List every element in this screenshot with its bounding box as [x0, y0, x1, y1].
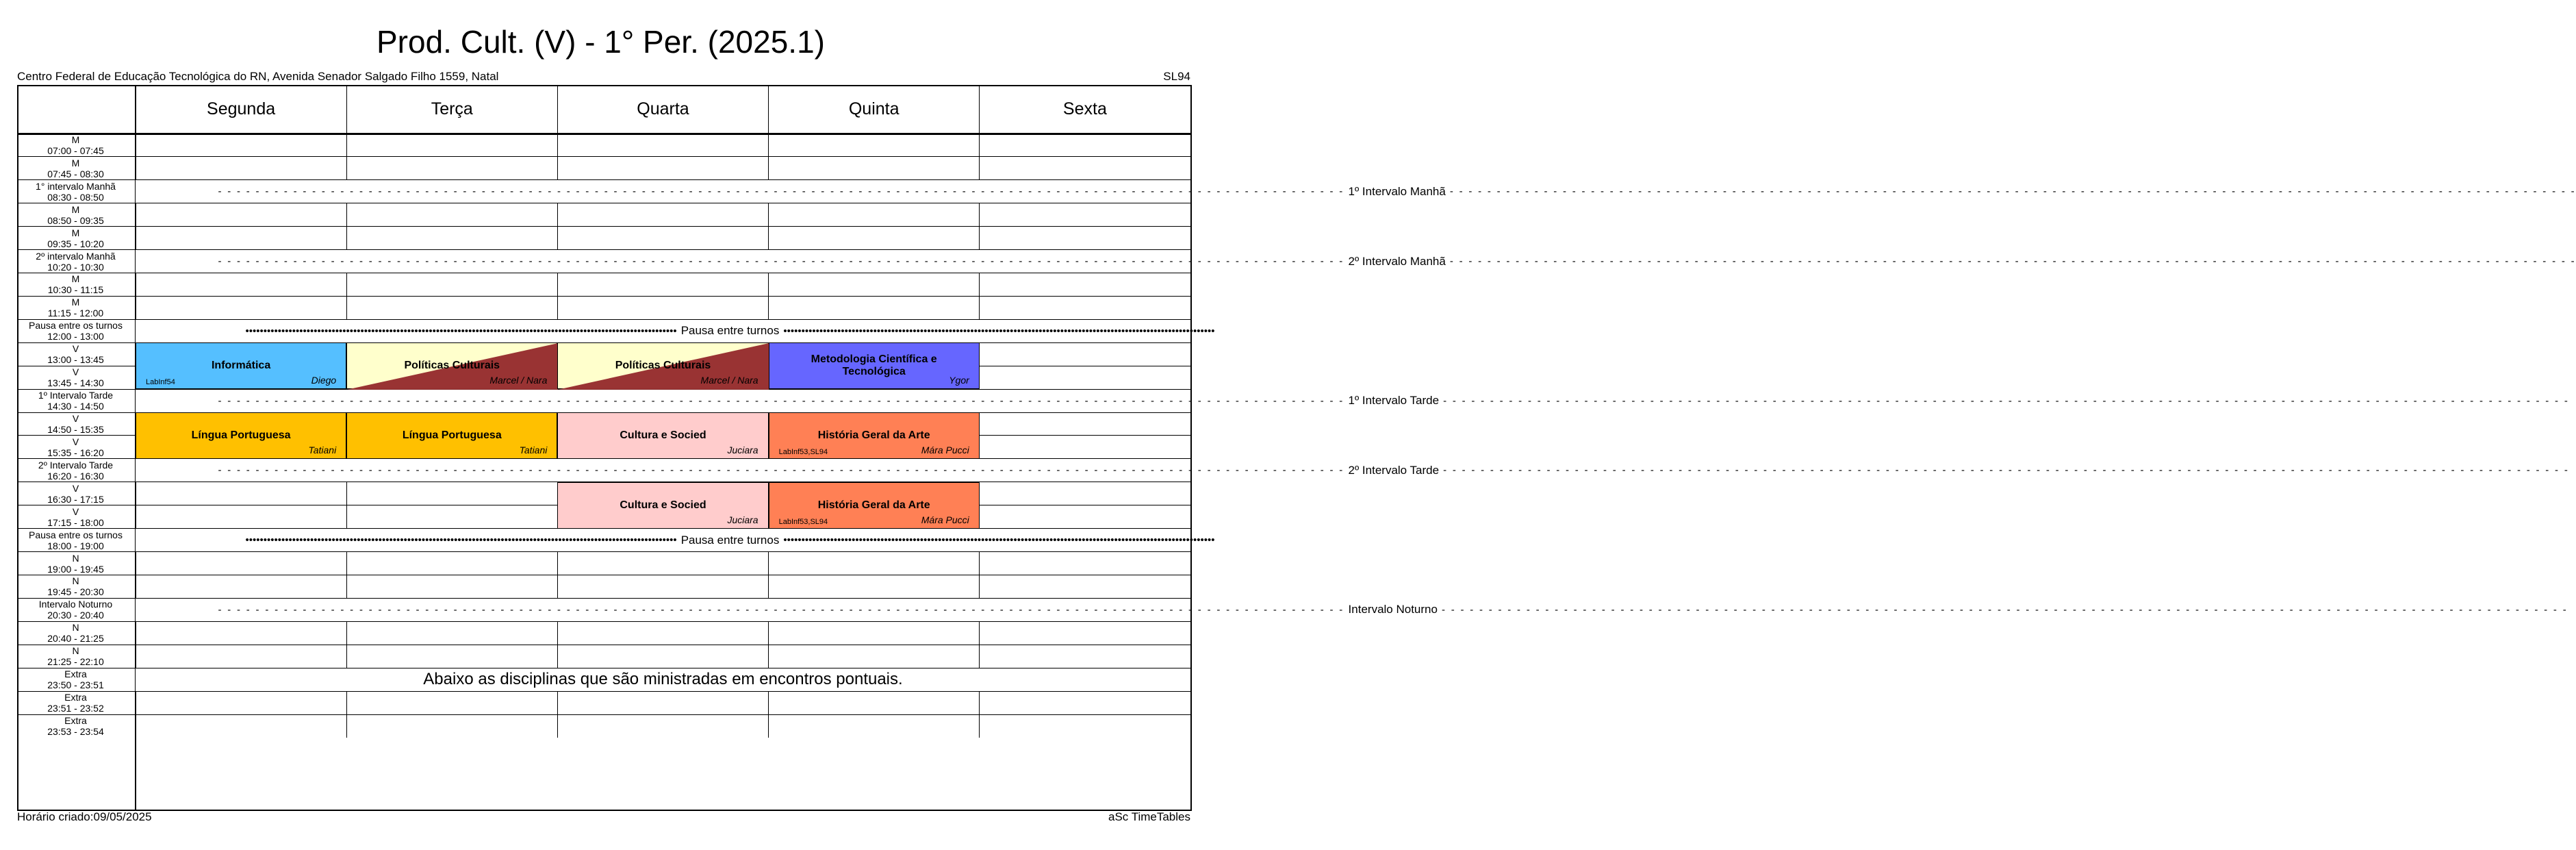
slot-name: M	[71, 203, 80, 215]
slot-time: 20:40 - 21:25	[47, 633, 104, 645]
day-divider	[979, 134, 980, 157]
lesson-card[interactable]	[136, 412, 346, 459]
slot-time: 19:00 - 19:45	[47, 563, 104, 575]
slot-label	[17, 552, 134, 575]
day-divider	[979, 85, 980, 134]
day-divider	[557, 575, 558, 598]
day-divider	[346, 645, 347, 668]
day-divider	[346, 482, 347, 505]
interval-band	[136, 390, 2570, 412]
band-line	[218, 394, 2570, 408]
lesson-subject: História Geral da Arte	[817, 429, 930, 441]
band-label: Pausa entre turnos	[680, 324, 780, 338]
slot-label	[17, 575, 134, 598]
interval-band	[136, 459, 2570, 482]
slot-time: 14:50 - 15:35	[47, 423, 104, 435]
lesson-teacher: Juciara	[727, 514, 758, 525]
lesson-card[interactable]	[346, 342, 557, 389]
slot-time: 12:00 - 13:00	[47, 331, 104, 342]
slot-label	[17, 621, 134, 645]
day-divider	[768, 691, 769, 714]
band-line	[218, 463, 2570, 477]
lesson-teacher: Marcel / Nara	[700, 375, 758, 386]
day-divider	[346, 85, 347, 134]
lesson-card[interactable]	[769, 482, 980, 529]
row-divider	[17, 551, 1192, 552]
slot-name: Extra	[64, 692, 87, 703]
day-divider	[346, 227, 347, 250]
band-fill: - - - - - - - - - - - - - - - - - - - - - - - - - - - - - - - - - - - - - - - - - - - - - - - - - - - - - - - - - - - - - - - - - - - - - - - - - - - - - - - - - - - - - - - - - - - - - - - - - - - - - - - - - - - - - - - - - - - - - - - -	[218, 603, 1344, 616]
day-header: Terça	[431, 99, 473, 118]
lesson-teacher: Marcel / Nara	[489, 375, 548, 386]
slot-time: 14:30 - 14:50	[47, 401, 104, 412]
day-divider	[346, 621, 347, 645]
band-fill: - - - - - - - - - - - - - - - - - - - - - - - - - - - - - - - - - - - - - - - - - - - - - - - - - - - - - - - - - - - - - - - - - - - - - - - - - - - - - - - - - - - - - - - - - - - - - - - - - - - - - - - - - - - - - - - - - - - - - - - -	[218, 255, 1344, 268]
lesson-card[interactable]	[557, 482, 768, 529]
slot-label	[17, 273, 134, 297]
band-fill: ••••••••••••••••••••••••••••••••••••••••••••••••••••••••••••••••••••••••••••••••••••••••••••••••••••••••••••••••••••••••	[245, 325, 677, 337]
band-fill: ••••••••••••••••••••••••••••••••••••••••••••••••••••••••••••••••••••••••••••••••••••••••••••••••••••••••••••••••••••••••	[783, 534, 1215, 547]
lesson-room: LabInf54	[146, 378, 175, 387]
day-divider	[979, 227, 980, 250]
lesson-card[interactable]	[557, 342, 768, 389]
slot-time: 15:35 - 16:20	[47, 447, 104, 458]
slot-label	[17, 436, 134, 459]
day-divider	[557, 273, 558, 297]
day-divider	[346, 134, 347, 157]
slot-label	[17, 157, 134, 180]
day-divider	[768, 203, 769, 227]
row-divider	[17, 296, 1192, 297]
day-divider	[768, 227, 769, 250]
slot-name: V	[72, 436, 79, 447]
slot-name: M	[71, 297, 80, 308]
slot-name: M	[71, 157, 80, 168]
lesson-card[interactable]	[136, 342, 346, 389]
band-fill: - - - - - - - - - - - - - - - - - - - - - - - - - - - - - - - - - - - - - - - - - - - - - - - - - - - - - - - - - - - - - - - - - - - - - - - - - - - - - - - - - - - - - - - - - - - - - - - - - - - - - - - - - - - - - - - - - - - - - - - -	[1449, 186, 2576, 198]
timetable-grid	[17, 85, 2576, 811]
band-line	[218, 603, 2568, 616]
day-divider	[346, 575, 347, 598]
day-divider	[346, 157, 347, 180]
extra-note-text: Abaixo as disciplinas que são ministradas em encontros pontuais.	[423, 670, 903, 689]
slot-name: N	[72, 622, 79, 634]
slot-label	[17, 529, 134, 552]
band-fill: - - - - - - - - - - - - - - - - - - - - - - - - - - - - - - - - - - - - - - - - - - - - - - - - - - - - - - - - - - - - - - - - - - - - - - - - - - - - - - - - - - - - - - - - - - - - - - - - - - - - - - - - - - - - - - - - - - - - - - - -	[1443, 395, 2570, 407]
slot-time: 17:15 - 18:00	[47, 516, 104, 528]
lesson-teacher: Juciara	[727, 444, 758, 455]
slot-name: N	[72, 645, 79, 657]
slot-time: 07:00 - 07:45	[47, 145, 104, 156]
day-divider	[768, 552, 769, 575]
lesson-teacher: Diego	[311, 375, 337, 386]
day-divider	[346, 714, 347, 738]
slot-name: V	[72, 412, 79, 424]
slot-time: 20:30 - 20:40	[47, 610, 104, 621]
interval-band	[136, 529, 1215, 551]
slot-time: 11:15 - 12:00	[47, 308, 104, 319]
slot-time: 16:30 - 17:15	[47, 493, 104, 505]
slot-time: 09:35 - 10:20	[47, 238, 104, 249]
slot-label	[17, 203, 134, 227]
day-divider	[979, 552, 980, 575]
day-divider	[979, 575, 980, 598]
slot-label	[17, 342, 134, 366]
day-divider	[979, 157, 980, 180]
interval-band	[136, 180, 2576, 203]
day-divider	[557, 203, 558, 227]
lesson-room: LabInf53,SL94	[778, 517, 828, 526]
slot-name: M	[71, 134, 80, 145]
band-fill: ••••••••••••••••••••••••••••••••••••••••••••••••••••••••••••••••••••••••••••••••••••••••••••••••••••••••••••••••••••••••	[783, 325, 1215, 337]
day-divider	[768, 621, 769, 645]
slot-name: V	[72, 482, 79, 494]
row-divider	[17, 691, 1192, 692]
day-divider	[557, 296, 558, 319]
day-divider	[979, 273, 980, 297]
interval-band	[136, 320, 1215, 342]
lesson-teacher: Mára Pucci	[921, 514, 969, 525]
slot-label	[17, 691, 134, 714]
slot-time: 19:45 - 20:30	[47, 586, 104, 598]
slot-label	[17, 389, 134, 412]
slot-name: Extra	[64, 668, 87, 680]
interval-band	[136, 599, 2568, 621]
interval-band	[136, 250, 2576, 273]
day-divider	[979, 714, 980, 738]
day-divider	[768, 296, 769, 319]
day-header: Quinta	[848, 99, 900, 118]
day-divider	[557, 134, 558, 157]
slot-time: 08:50 - 09:35	[47, 214, 104, 226]
row-divider	[17, 156, 1192, 157]
lesson-teacher: Ygor	[949, 375, 969, 386]
day-divider	[979, 203, 980, 227]
slot-name: V	[72, 343, 79, 355]
day-divider	[768, 157, 769, 180]
slot-time: 13:00 - 13:45	[47, 354, 104, 366]
interval-band	[136, 668, 1190, 691]
day-divider	[768, 85, 769, 134]
day-divider	[979, 621, 980, 645]
slot-label	[17, 412, 134, 436]
band-label: Intervalo Noturno	[1348, 603, 1438, 616]
row-divider	[17, 714, 1192, 715]
room-code: SL94	[1163, 70, 1190, 83]
lesson-teacher: Tatiani	[519, 444, 548, 455]
slot-label	[17, 134, 134, 157]
band-fill: - - - - - - - - - - - - - - - - - - - - - - - - - - - - - - - - - - - - - - - - - - - - - - - - - - - - - - - - - - - - - - - - - - - - - - - - - - - - - - - - - - - - - - - - - - - - - - - - - - - - - - - - - - - - - - - - - - - - - - - -	[218, 186, 1344, 198]
band-line	[245, 324, 1215, 338]
band-fill: - - - - - - - - - - - - - - - - - - - - - - - - - - - - - - - - - - - - - - - - - - - - - - - - - - - - - - - - - - - - - - - - - - - - - - - - - - - - - - - - - - - - - - - - - - - - - - - - - - - - - - - - - - - - - - - - - - - - - - - -	[218, 395, 1344, 407]
slot-time: 07:45 - 08:30	[47, 168, 104, 179]
slot-name: 2º Intervalo Tarde	[38, 459, 114, 471]
slot-time: 10:20 - 10:30	[47, 261, 104, 273]
day-divider	[557, 621, 558, 645]
day-divider	[768, 714, 769, 738]
slot-name: N	[72, 552, 79, 564]
lesson-room: LabInf53,SL94	[778, 447, 828, 456]
slot-time: 18:00 - 19:00	[47, 540, 104, 551]
lesson-card[interactable]	[769, 412, 980, 459]
slot-name: Extra	[64, 714, 87, 726]
lesson-subject: Políticas Culturais	[615, 360, 711, 372]
band-fill: - - - - - - - - - - - - - - - - - - - - - - - - - - - - - - - - - - - - - - - - - - - - - - - - - - - - - - - - - - - - - - - - - - - - - - - - - - - - - - - - - - - - - - - - - - - - - - - - - - - - - - - - - - - - - - - - - - - - - - - -	[1449, 255, 2576, 268]
slot-label	[17, 714, 134, 738]
slot-name: Pausa entre os turnos	[29, 320, 123, 332]
band-label: 1º Intervalo Tarde	[1348, 394, 1440, 408]
slot-time: 08:30 - 08:50	[47, 191, 104, 203]
day-divider	[557, 552, 558, 575]
slot-name: V	[72, 366, 79, 378]
page-title: Prod. Cult. (V) - 1° Per. (2025.1)	[377, 24, 825, 60]
school-address: Centro Federal de Educação Tecnológica do RN, Avenida Senador Salgado Filho 1559, Natal	[17, 70, 499, 83]
day-divider	[768, 273, 769, 297]
day-divider	[346, 552, 347, 575]
band-fill: - - - - - - - - - - - - - - - - - - - - - - - - - - - - - - - - - - - - - - - - - - - - - - - - - - - - - - - - - - - - - - - - - - - - - - - - - - - - - - - - - - - - - - - - - - - - - - - - - - - - - - - - - - - - - - - - - - - - - - - -	[1443, 464, 2570, 477]
slot-name: V	[72, 505, 79, 517]
band-line	[218, 184, 2576, 199]
slot-time: 16:20 - 16:30	[47, 470, 104, 482]
slot-name: M	[71, 273, 80, 285]
day-divider	[346, 273, 347, 297]
lesson-subject: Políticas Culturais	[404, 360, 500, 372]
slot-label	[17, 482, 134, 505]
slot-name: M	[71, 227, 80, 238]
day-divider	[979, 296, 980, 319]
day-divider	[346, 203, 347, 227]
lesson-subject: Língua Portuguesa	[402, 429, 502, 441]
slot-label	[17, 366, 134, 389]
day-divider	[768, 645, 769, 668]
lesson-subject: Cultura e Socied	[620, 499, 706, 511]
day-divider	[768, 575, 769, 598]
slot-label	[17, 668, 134, 691]
day-divider	[979, 691, 980, 714]
slot-label	[17, 250, 134, 273]
slot-label	[17, 319, 134, 342]
lesson-card[interactable]	[346, 412, 557, 459]
day-divider	[557, 645, 558, 668]
day-header: Quarta	[637, 99, 689, 118]
slot-time: 23:50 - 23:51	[47, 679, 104, 691]
band-label: 2º Intervalo Manhã	[1348, 254, 1446, 268]
band-label: Pausa entre turnos	[680, 533, 780, 547]
slot-label	[17, 180, 134, 203]
slot-name: 2º intervalo Manhã	[36, 250, 116, 262]
band-label: 1º Intervalo Manhã	[1348, 184, 1446, 198]
day-divider	[346, 505, 347, 529]
slot-time: 13:45 - 14:30	[47, 377, 104, 389]
slot-label	[17, 296, 134, 319]
day-divider	[557, 227, 558, 250]
lesson-teacher: Tatiani	[308, 444, 337, 455]
day-divider	[768, 134, 769, 157]
lesson-card[interactable]	[557, 412, 768, 459]
lesson-teacher: Mára Pucci	[921, 444, 969, 455]
day-divider	[557, 85, 558, 134]
slot-time: 21:25 - 22:10	[47, 656, 104, 668]
slot-name: 1º Intervalo Tarde	[38, 390, 114, 401]
day-divider	[557, 691, 558, 714]
band-fill: - - - - - - - - - - - - - - - - - - - - - - - - - - - - - - - - - - - - - - - - - - - - - - - - - - - - - - - - - - - - - - - - - - - - - - - - - - - - - - - - - - - - - - - - - - - - - - - - - - - - - - - - - - - - - - - - - - - - - - - -	[1441, 603, 2568, 616]
day-divider	[346, 691, 347, 714]
day-divider	[979, 645, 980, 668]
slot-name: Pausa entre os turnos	[29, 529, 123, 540]
slot-label	[17, 645, 134, 668]
lesson-subject: Língua Portuguesa	[191, 429, 291, 441]
band-line	[218, 254, 2576, 268]
lesson-subject: Metodologia Científica e Tecnológica	[811, 353, 937, 378]
day-header: Sexta	[1062, 99, 1107, 118]
slot-name: 1° intervalo Manhã	[36, 180, 116, 192]
lesson-card[interactable]	[769, 342, 980, 389]
day-header: Segunda	[207, 99, 276, 118]
band-fill: ••••••••••••••••••••••••••••••••••••••••••••••••••••••••••••••••••••••••••••••••••••••••••••••••••••••••••••••••••••••••	[245, 534, 677, 547]
row-divider	[17, 226, 1192, 227]
slot-label	[17, 505, 134, 529]
slot-label	[17, 459, 134, 482]
day-divider	[557, 157, 558, 180]
band-label: 2º Intervalo Tarde	[1348, 463, 1440, 477]
lesson-subject: Informática	[211, 360, 271, 372]
row-divider	[17, 621, 1192, 622]
slot-time: 10:30 - 11:15	[47, 284, 104, 296]
band-fill: - - - - - - - - - - - - - - - - - - - - - - - - - - - - - - - - - - - - - - - - - - - - - - - - - - - - - - - - - - - - - - - - - - - - - - - - - - - - - - - - - - - - - - - - - - - - - - - - - - - - - - - - - - - - - - - - - - - - - - - -	[218, 464, 1344, 477]
lesson-subject: Cultura e Socied	[620, 429, 706, 441]
slot-time: 23:51 - 23:52	[47, 703, 104, 714]
slot-time: 23:53 - 23:54	[47, 725, 104, 737]
slot-label	[17, 598, 134, 621]
slot-name: N	[72, 575, 79, 587]
lesson-subject: História Geral da Arte	[817, 499, 930, 511]
day-divider	[557, 714, 558, 738]
slot-label	[17, 227, 134, 250]
band-line	[245, 533, 1215, 547]
created-date: Horário criado:09/05/2025	[17, 810, 152, 823]
slot-name: Intervalo Noturno	[38, 599, 113, 610]
software-credit: aSc TimeTables	[1108, 810, 1190, 823]
day-divider	[346, 296, 347, 319]
